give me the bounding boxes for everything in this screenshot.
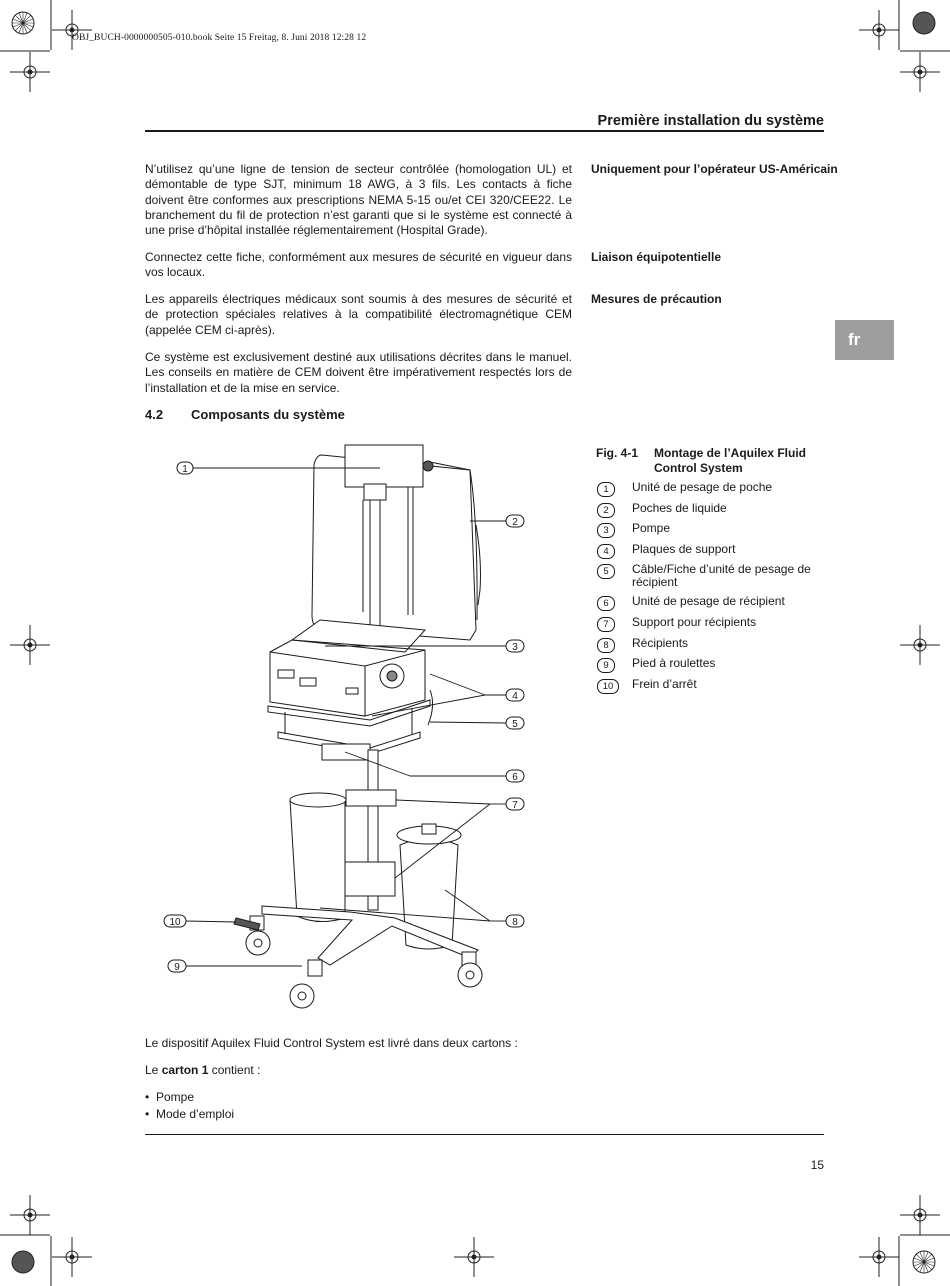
list-item: • Pompe <box>145 1089 234 1106</box>
carton-name: carton 1 <box>161 1063 209 1077</box>
figure-caption-text: Montage de l’Aquilex Fluid Control System <box>654 446 807 475</box>
paragraph-mains-cable: N’utilisez qu’une ligne de tension de secteur contrôlée (homologation UL) et démontable de type SJT, minimum 18 AWG, à 3 fils. Les contacts à fiche doivent être conformes aux prescriptions NEMA 5-15 ou/et CEI 320/CEE22. Le branchement du fil de protection n’est garanti que si le système est connecté à une prise d’hôpital installée réglementairement (Hospital Grade). <box>145 162 572 238</box>
callout-2: 2 <box>512 517 518 528</box>
callout-5: 5 <box>512 719 518 730</box>
legend-text: Récipients <box>632 635 689 650</box>
callout-10: 10 <box>169 917 181 928</box>
legend-item <box>597 616 837 637</box>
legend-text: Plaques de support <box>632 541 736 556</box>
print-slug: OBJ_BUCH-0000000505-010.book Seite 15 Freitag, 8. Juni 2018 12:28 12 <box>72 33 367 43</box>
caster-wheel <box>458 952 482 987</box>
carton-suffix: contient : <box>208 1063 261 1077</box>
legend-text: Unité de pesage de poche <box>632 480 773 494</box>
upper-pole <box>370 485 380 635</box>
legend-number: 2 <box>597 503 615 518</box>
legend-item <box>597 678 837 699</box>
legend-item <box>597 481 837 502</box>
callout-6: 6 <box>512 772 518 783</box>
legend-number: 10 <box>597 679 619 694</box>
side-label-us-operator: Uniquement pour l’opérateur US-Américain <box>591 162 838 176</box>
paragraph-emc: Les appareils électriques médicaux sont soumis à des mesures de sécurité et de protection spéciales relatives à la compatibilité électromagnétique CEM (appelée CEM ci-après). <box>145 292 572 337</box>
callout-7: 7 <box>512 800 518 811</box>
page-header-title: Première installation du système <box>597 113 824 129</box>
container-holder-lower <box>345 862 395 896</box>
carton-contents-list <box>145 1089 234 1122</box>
container-holder-upper <box>346 790 396 806</box>
legend-text: Pompe <box>632 521 671 536</box>
legend-item <box>597 595 837 616</box>
legend-number: 3 <box>597 523 615 538</box>
paragraph-equipotential: Connectez cette fiche, conformément aux mesures de sécurité en vigueur dans vos locaux. <box>145 250 572 280</box>
legend-text: Frein d’arrêt <box>632 676 697 691</box>
figure-legend <box>597 481 837 698</box>
paragraph-intended-use: Ce système est exclusivement destiné aux utilisations décrites dans le manuel. Les conseils en matière de CEM doivent être impérativement respectés lors de l’installation et de la mise en service. <box>145 350 572 395</box>
carton-line <box>145 1063 260 1077</box>
caster-wheel <box>290 960 322 1008</box>
list-item: • Mode d’emploi <box>145 1106 234 1123</box>
legend-item <box>597 543 837 564</box>
legend-number: 9 <box>597 658 615 673</box>
legend-text: Unité de pesage de récipient <box>632 594 785 609</box>
bag-weighing-unit-shape <box>345 445 423 487</box>
callout-4: 4 <box>512 691 518 702</box>
legend-number: 4 <box>597 544 615 559</box>
callout-8: 8 <box>512 917 518 928</box>
legend-number: 8 <box>597 638 615 653</box>
legend-item <box>597 502 837 523</box>
language-tab: fr <box>835 320 894 360</box>
footer-rule <box>145 1134 824 1135</box>
section-number: 4.2 <box>145 407 164 422</box>
figure-caption <box>596 446 824 476</box>
callout-9: 9 <box>174 962 180 973</box>
legend-number: 5 <box>597 564 615 579</box>
carton-prefix: Le <box>145 1063 162 1077</box>
legend-text: Poches de liquide <box>632 500 727 515</box>
legend-text: Pied à roulettes <box>632 656 716 671</box>
side-label-precautions: Mesures de précaution <box>591 292 722 306</box>
side-label-equipotential: Liaison équipotentielle <box>591 250 722 264</box>
delivery-intro: Le dispositif Aquilex Fluid Control System est livré dans deux cartons : <box>145 1036 518 1050</box>
legend-text: Câble/Fiche d’unité de pesage de récipient <box>632 562 811 589</box>
callout-1: 1 <box>182 464 188 475</box>
legend-number: 1 <box>597 482 615 497</box>
container-left <box>290 794 345 922</box>
weighing-knob <box>423 461 433 471</box>
legend-item <box>597 522 837 543</box>
page-number: 15 <box>810 1158 824 1172</box>
pump-front <box>270 652 365 716</box>
legend-number: 7 <box>597 617 615 632</box>
legend-text: Support pour récipients <box>632 614 757 629</box>
legend-item <box>597 563 837 595</box>
legend-item <box>597 637 837 658</box>
figure-label: Fig. 4-1 <box>596 446 639 460</box>
callout-3: 3 <box>512 642 518 653</box>
legend-number: 6 <box>597 596 615 611</box>
section-title: Composants du système <box>191 407 345 422</box>
legend-item <box>597 657 837 678</box>
weighing-cable <box>428 690 433 725</box>
